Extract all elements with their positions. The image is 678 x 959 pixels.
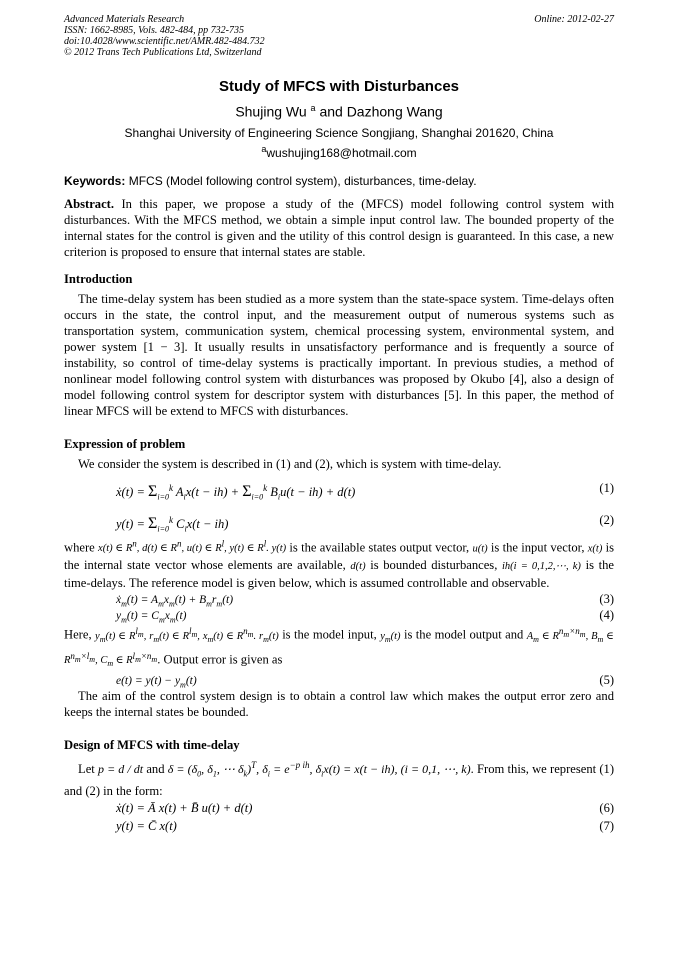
intro-heading: Introduction xyxy=(64,271,133,286)
equation-3: ẋ$_m$(t) = $A_mx_m(t) + B_mr_m(t)$ (3) xyxy=(116,592,614,609)
here-1: Here, xyxy=(64,627,92,642)
eq-number-3: (3) xyxy=(599,592,614,607)
equation-5: $e(t) = y(t) - y_m(t)$ (5) xyxy=(116,673,614,690)
eq-number-2: (2) xyxy=(599,512,614,527)
keywords-text: MFCS (Model following control system), disturbances, time-delay. xyxy=(128,173,477,188)
eq-number-6: (6) xyxy=(599,800,614,815)
email xyxy=(64,144,614,160)
equation-6: ẋ(t) = Ā x(t) + B̄ u(t) + d(t) (6) xyxy=(116,800,614,815)
design-fromthis: . From this, we represent (1) and (2) in the form: xyxy=(64,762,615,798)
journal-name: Advanced Materials Research xyxy=(64,14,185,25)
paper-title: Study of MFCS with Disturbances xyxy=(218,78,459,95)
here-3: is the model output and xyxy=(403,627,524,642)
here-paragraph: Here, $y_m(t)$ ∈ $R^{l_m}$, $r_m(t)$ ∈ $R^{l_m}$, $x_m(t)$ ∈ $R^{n_m}$. $r_m(t)$ is the model input, $y_m(t)$ is the model output and $A_m$ ∈ $R^{n_m\times n_m}$, $B_m$ ∈ $R^{n_m\times l_m}$, $C_m$ ∈ $R^{l_m\times n_m}$. Output error is given as xyxy=(64,626,614,669)
where-4: is bounded disturbances, xyxy=(370,558,498,573)
abstract-label: Abstract. xyxy=(64,196,115,211)
where-1: is the available states output vector, xyxy=(289,540,470,555)
journal-header xyxy=(64,14,614,58)
abstract-text: In this paper, we propose a study of the (MFCS) model following control system with disturbances. With the MFCS method, we obtain a simple input control law. The bounded property of the internal states for the control is given and the utility of this control design is guaranteed. In this case, a new criterion is proposed to ensure that internal states are stable. xyxy=(64,196,614,259)
aim-paragraph: The aim of the control system design is to obtain a control law which makes the output error zero and keeps the internal states be bounded. xyxy=(64,689,614,720)
keywords-label: Keywords: xyxy=(64,173,126,188)
expr-intro: We consider the system is described in (1) and (2), which is system with time-delay. xyxy=(78,456,502,471)
here-4: . Output error is given as xyxy=(157,652,283,667)
here-2: is the model input, xyxy=(282,627,377,642)
author-sup: a xyxy=(310,103,316,113)
equation-1: ẋ(t) = $\Sigma_{i=0}^k$ $A_ix(t - ih) + \Sigma_{i=0}^k$ $B_iu(t - ih) + d(t)$ (1) xyxy=(64,472,614,504)
eq-number-7: (7) xyxy=(599,818,614,833)
design-let-word: Let xyxy=(78,762,95,777)
eq-number-1: (1) xyxy=(599,480,614,495)
doi: doi:10.4028/www.scientific.net/AMR.482-484.732 xyxy=(64,36,265,47)
expr-heading: Expression of problem xyxy=(64,436,186,451)
abstract xyxy=(64,196,614,260)
where-paragraph: where x(t) ∈ $R^n$, d(t) ∈ $R^n$, u(t) ∈ $R^l$, y(t) ∈ $R^l$. y(t) is the available states output vector, u(t) is the input vector, x(t) is the internal state vector whose elements are available, d(t) is bounded disturbances, ih(i = 0,1,2,⋯, k) is the time-delays. The reference model is given below, which is assumed controllable and observable. xyxy=(64,538,615,591)
where-3: is the internal state vector whose elements are available, xyxy=(64,540,614,573)
eq-number-4: (4) xyxy=(599,608,614,623)
email-sup: a xyxy=(261,143,267,154)
design-let: Let p = d / dt and $\delta = (\delta_0$, $\delta_1$, ⋯ $\delta_k)^T$, $\delta_i = e^{-p ih}$, $\delta_ix(t) = x(t - ih)$, (i = 0,1, ⋯, k). From this, we represent (1) and (2) in the form: xyxy=(64,760,615,798)
design-and: and xyxy=(146,762,165,777)
email-text: wushujing168@hotmail.com xyxy=(266,145,417,160)
online-date: Online: 2012-02-27 xyxy=(534,14,614,25)
equation-2: $y(t) = \Sigma_{i=0}^k$ $C_ix(t - ih)$ (2) xyxy=(64,504,614,536)
where-2: is the input vector, xyxy=(490,540,585,555)
equation-4: $y_m(t) = C_mx_m(t)$ (4) xyxy=(116,608,614,625)
keywords xyxy=(64,174,614,188)
issn: ISSN: 1662-8985, Vols. 482-484, pp 732-735 xyxy=(64,25,244,36)
where-5: is the time-delays. The reference model is given below, which is assumed controllable and observable. xyxy=(64,558,615,591)
authors xyxy=(64,103,614,120)
equation-7: y(t) = C̄ x(t) (7) xyxy=(116,818,614,833)
author-2: and Dazhong Wang xyxy=(319,103,443,120)
intro-text: The time-delay system has been studied as a more system than the state-space system. Time-delays often occurs in the state, the control input, and the measurement output of numerous systems such as transportation system, communication system, chemical processing system, environmental system, and power system [1 − 3]. It usually results in unsatisfactory performance and is frequently a source of instability, so control of time-delay systems is practically important. In previous studies, a method of nonlinear model following control system with disturbances was proposed by Okubo [4], also a design of model following control system for descriptor system with disturbances [5]. In this paper, the method of linear MFCS will be extend to MFCS with disturbances. xyxy=(64,291,614,418)
eq-number-5: (5) xyxy=(599,673,614,688)
author-1: Shujing Wu xyxy=(235,103,307,120)
design-heading: Design of MFCS with time-delay xyxy=(64,738,240,753)
copyright: © 2012 Trans Tech Publications Ltd, Switzerland xyxy=(64,47,262,58)
paper-page xyxy=(64,14,614,835)
affiliation: Shanghai University of Engineering Science Songjiang, Shanghai 201620, China xyxy=(124,125,554,140)
